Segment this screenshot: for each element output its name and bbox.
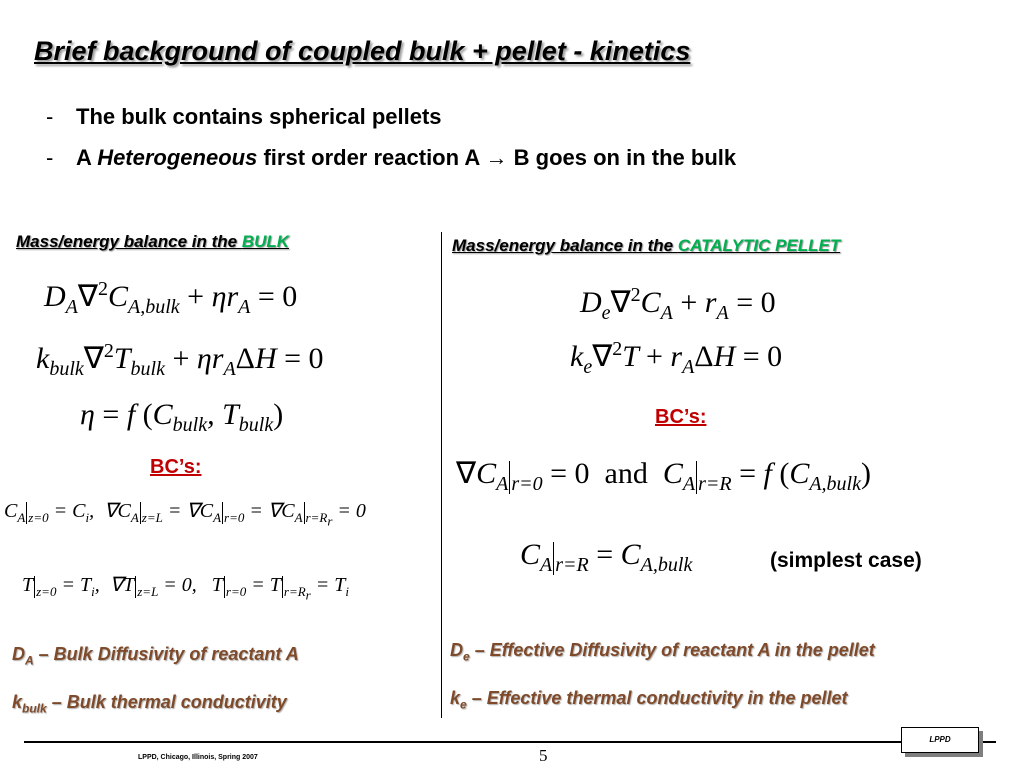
slide-title: Brief background of coupled bulk + pellet - kinetics [34,36,691,66]
bulk-mass-balance-equation: $D_A\nabla^2C_{A,bulk} + \eta r_A = 0$ [44,278,298,318]
pellet-simplest-bc: $C_A$ $_{r=R} = C_{A,bulk}$ [520,538,693,576]
def-De-sub: e [463,649,470,664]
def-ke-text: – Effective thermal conductivity in the pellet [466,688,848,708]
bulk-temperature-bcs: T $_{z=0} = T_i$, ∇T $_{z=L}$ = 0, T $_{r=0}$ = T $_{r=R_r} = T_i$ [22,574,349,603]
bulk-bc-label: BC’s: [150,456,202,478]
pellet-heading-highlight: CATALYTIC PELLET [677,236,841,255]
bullet-2-post: first order reaction A → B goes on in the bulk [257,145,737,170]
def-DA-text: – Bulk Diffusivity of reactant A [33,644,299,664]
footer-text: LPPD, Chicago, Illinois, Spring 2007 [138,754,258,761]
bulk-conductivity-definition: $k_{bulk}$ – Bulk thermal conductivity [12,692,287,716]
page-number: 5 [539,746,548,765]
bulk-energy-balance-equation: $k_{bulk}\nabla^2T_{bulk} + \eta r_A\Delta H = 0$ [36,340,324,380]
bullet-2 [46,145,736,171]
bullet-2-pre: A [76,145,98,170]
def-De-text: – Effective Diffusivity of reactant A in the pellet [469,640,875,660]
bulk-diffusivity-definition: $D_A$ – Bulk Diffusivity of reactant A [12,644,299,668]
bullet-dash: - [46,145,54,170]
bullet-1-text: The bulk contains spherical pellets [76,104,442,129]
def-kbulk-text: – Bulk thermal conductivity [46,692,287,712]
pellet-concentration-bcs: $\nabla C_A$ $_{r=0}$ = 0 and $C_A$ $_{r=R}$ = f $(C_{A,bulk})$ [456,457,871,495]
effectiveness-factor-equation: η = f ($C_{bulk}$, $T_{bulk}$) [80,398,284,436]
pellet-bc-label: BC’s: [655,406,707,428]
def-DA-sub: A [25,653,34,668]
footer-line [24,741,996,743]
bullet-1 [46,104,442,130]
column-divider [441,232,442,718]
bulk-heading-highlight: BULK [241,232,290,251]
pellet-heading-prefix: Mass/energy balance in the [452,236,678,255]
bulk-heading-prefix: Mass/energy balance in the [16,232,242,251]
effective-conductivity-definition: $k_e$ – Effective thermal conductivity in the pellet [450,688,848,712]
lppd-logo: LPPD [901,727,979,753]
def-kbulk-sub: bulk [22,701,47,716]
pellet-energy-balance-equation: $k_e\nabla^2T + r_A\Delta H = 0$ [570,338,783,378]
bulk-balance-heading [16,232,289,252]
bulk-concentration-bcs: $C_A$ $_{z=0} = C_i$, $\nabla C_A$ $_{z=L} = \nabla C_A$ $_{r=0} = \nabla C_A$ $_{r=R_r}$ = 0 [4,500,366,529]
pellet-mass-balance-equation: $D_e\nabla^2C_A + r_A = 0$ [580,284,776,324]
simplest-case-note: (simplest case) [770,549,922,572]
bullet-2-emphasis: Heterogeneous [97,145,258,170]
pellet-balance-heading [452,236,840,256]
def-ke-sub: e [460,697,467,712]
bullet-dash: - [46,104,54,129]
effective-diffusivity-definition: $D_e$ – Effective Diffusivity of reactant A in the pellet [450,640,875,664]
